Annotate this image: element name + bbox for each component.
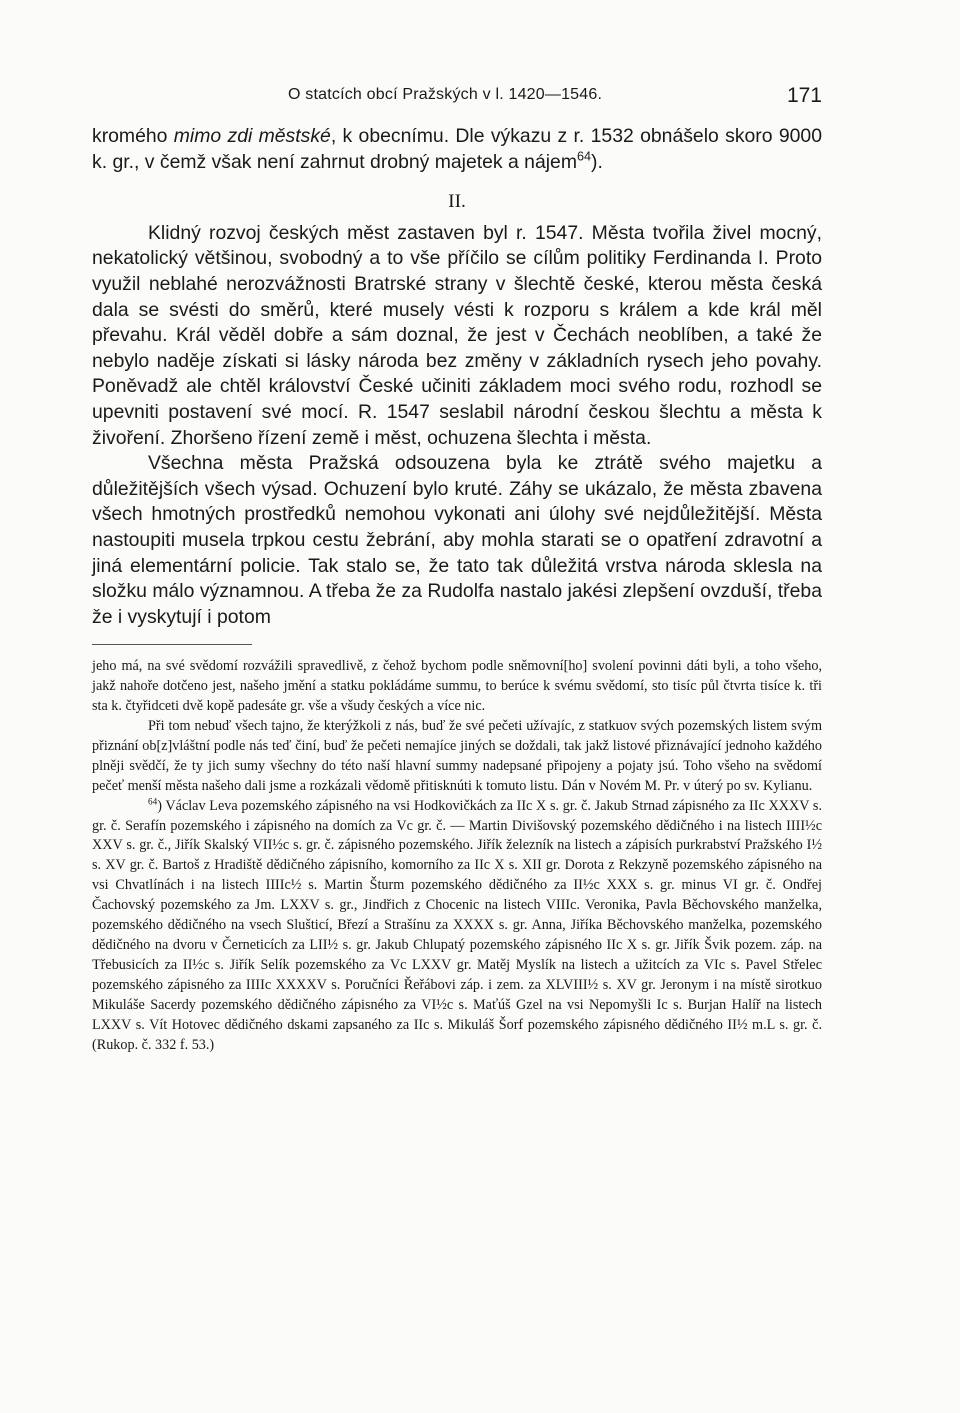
footnote-divider bbox=[92, 644, 252, 645]
text-run: kromého bbox=[92, 125, 174, 147]
text-run: ). bbox=[591, 150, 603, 173]
footnote-text: ) Václav Leva pozemského zápisného na vsi Hodkovičkách za IIc X s. gr. č. Jakub Strnad zápisného za IIc XXXV s. gr. č. Serafín pozemského i zápisného na domích za Vc gr. č. — Martin Divišovský pozemského dědičného i na listech IIII½c XXV s. gr. č., Jiřík Skalský VII½c s. gr. č. zápisného pozemského. Jiřík železník na listech a zápisích purkrabství Pražského I½ s. XV gr. č. Bartoš z Hradiště dědičného zápisního, komorního za IIc X s. XII gr. Dorota z Rekzyně pozemského zápisného na vsi Chvatlínách i na listech IIIIc½ s. Martin Šturm pozemského dědičného za II½c XXX s. gr. minus VI gr. č. Ondřej Čachovský pozemského za Jm. LXXV s. gr., Jindřich z Chocenic na listech VIIIc. Veronika, Pavla Běchovského manželka, pozemského dědičného na vsech Slušticí, Březí a Strašínu za XXXX s. gr. Anna, Jiříka Běchovského manželka, pozemského dědičného na dvoru v Černeticích za LII½ s. gr. Jakub Chlupatý pozemského zápisného IIc X s. gr. Jiřík Švik pozem. záp. na Třebusicích za II½c s. Jiřík Selík pozemského za Vc LXXV gr. Matěj Myslík na listech a užitcích za VIc s. Pavel Střelec pozemského zápisného za IIIIc XXXXV s. Poručníci Řeřábovi záp. i zem. za XLVIII½ s. XV gr. Jeronym i na místě sirotkuo Mikuláše Sacerdy pozemského dědičného zápisného za VI½c s. Maťúš Gzel na vsi Nepomyšli Ic s. Burjan Halíř na listech LXXV s. Vít Hotovec dědičného dskami zapsaného za IIc s. Mikuláš Šorf pozemského zápisného dědičného II½ m.L s. gr. č. (Rukop. č. 332 f. 53.) bbox=[92, 797, 822, 1053]
paragraph: Klidný rozvoj českých měst zastaven byl r. 1547. Města tvořila živel mocný, nekatolický většinou, svobodný a to vše příčilo se cílům politiky Ferdinanda I. Proto využil neblahé nerozvážnosti Bratrské strany v šlechtě české, kterou města česká dala se svésti do směrů, které musely vésti k rozporu s králem a kde král měl převahu. Král věděl dobře a sám doznal, že jest v Čechách neoblíben, a také že nebylo naděje získati si lásky národa bez změny v základních rysech jeho povahy. Poněvadž ale chtěl království České učiniti základem moci svého rodu, rozhodl se upevniti postavení své mocí. R. 1547 seslabil národní českou šlechtu a města k živoření. Zhoršeno řízení země i měst, ochuzena šlechta i města. bbox=[92, 221, 822, 449]
footnotes bbox=[92, 657, 822, 1055]
main-text bbox=[92, 124, 822, 630]
footnote-number: 64 bbox=[148, 795, 158, 806]
footnote-continuation: jeho má, na své svědomí rozvážili spravedlivě, z čehož bychom podle sněmovní[ho] svolení povinni dáti byli, a toho všeho, jakž nahoře dotčeno jest, našeho jmění a statku pokládáme summu, to berúce k svému svědomí, sto tisíc půl čtvrta tisíce k. tři sta k. čtyřidceti dvě kopě padesáte gr. vše a všudy českých a více nic. bbox=[92, 658, 822, 715]
book-page bbox=[92, 80, 822, 1055]
running-title: O statcích obcí Pražských v l. 1420—1546. bbox=[288, 86, 603, 103]
italic-phrase: mimo zdi městské bbox=[173, 125, 331, 147]
footnote-64 bbox=[92, 797, 822, 1056]
footnote-paragraph: Při tom nebuď všech tajno, že kterýžkoli z nás, buď že své pečeti užívajíc, z statkuov svých pozemských listem svým přiznání ob[z]vláštní podle nás teď činí, buď že pečeti nemajíce jiných se doždali, tak jakž listové přiznávající jednoho každého plněji svědčí, že ty jich sumy všechny do této naší hlavní summy nadepsané připojeny a pojaty jsú. Toho všeho na svědomí pečeť menší města našeho dali jsme a rozkázali vědomě přitisknúti k tomuto listu. Dán v Novém M. Pr. v úterý po sv. Kylianu. bbox=[92, 718, 822, 794]
page-header bbox=[92, 80, 822, 110]
footnote-reference: 64 bbox=[577, 149, 592, 164]
paragraph: Všechna města Pražská odsouzena byla ke ztrátě svého majetku a důležitějších všech výsad. Ochuzení bylo kruté. Záhy se ukázalo, že města zbavena všech hmotných prostředků nemohou vykonati ani úlohy své nejdůležitější. Města nastoupiti musela trpkou cestu žebrání, aby mohla starati se o opatření zdravotní a jiná elementární policie. Tak stalo se, že tato tak důležitá vrstva národa sklesla na složku málo významnou. A třeba že za Rudolfa nastalo jakési zlepšení ovzduší, třeba že i vyskytují i potom bbox=[92, 452, 822, 628]
section-heading: II. bbox=[448, 191, 466, 213]
text-run: , k obecnímu. Dle výkazu z r. 1532 obnášelo skoro 9000 k. gr., v čemž však není zahrnut drobný majetek a nájem bbox=[92, 125, 822, 173]
paragraph-continuation bbox=[92, 124, 822, 175]
page-number: 171 bbox=[786, 84, 822, 107]
